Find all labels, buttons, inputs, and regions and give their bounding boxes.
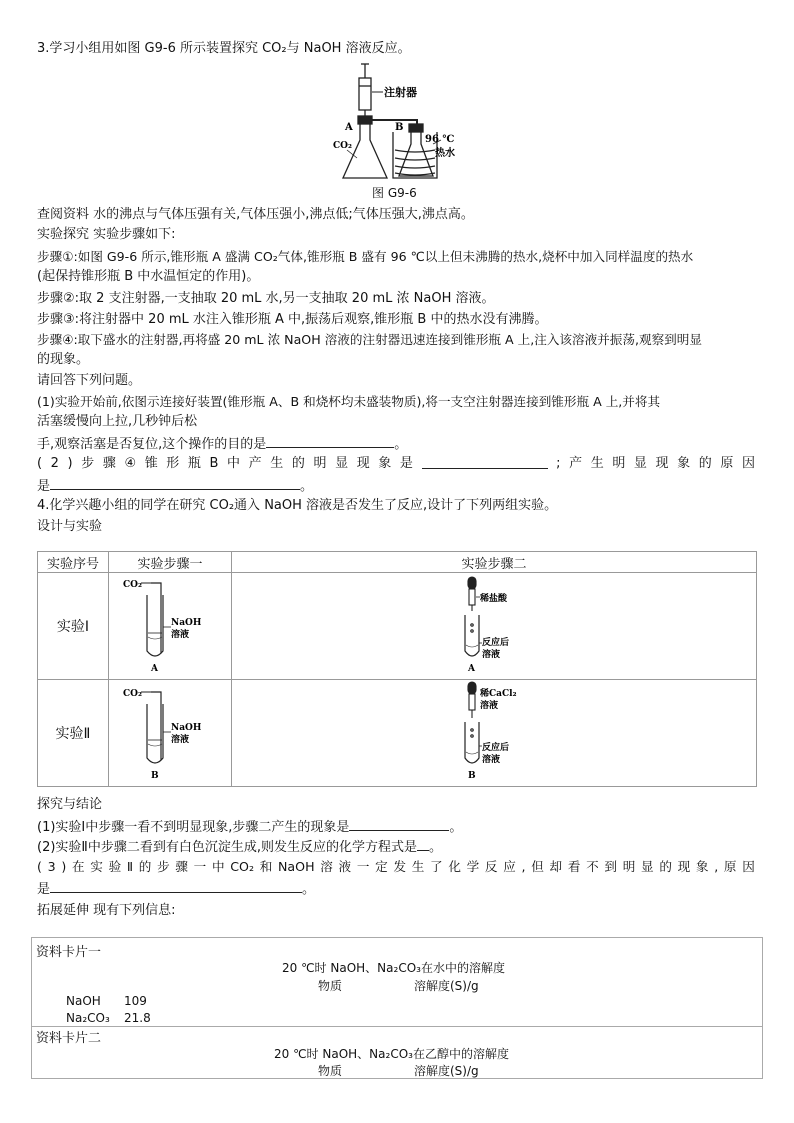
- co2-label: CO₂: [123, 689, 142, 699]
- q2-part: 显: [335, 456, 349, 471]
- row-label-exp1: 实验Ⅰ: [38, 573, 109, 680]
- co2-label: CO₂: [333, 141, 352, 151]
- c3-part: 的: [138, 859, 152, 874]
- row-label-exp2: 实验Ⅱ: [38, 680, 109, 787]
- q3-q2-reason-blank[interactable]: [50, 476, 300, 490]
- c3-part: 步: [157, 859, 170, 874]
- c3-part: 中: [211, 859, 225, 874]
- card1-row-value: 21.8: [124, 1011, 151, 1025]
- exp1-step1-cell: [109, 573, 232, 680]
- q2-part: 明: [612, 456, 626, 471]
- q2-part: 显: [633, 456, 647, 471]
- c3-part: 但: [531, 859, 544, 874]
- c3-part: 在: [71, 859, 85, 874]
- q2-part: 因: [741, 456, 755, 471]
- tube-label: B: [151, 771, 159, 781]
- c3-part: 3: [47, 859, 56, 874]
- extend-title: 拓展延伸 现有下列信息:: [37, 903, 176, 918]
- c3-part: 生: [411, 859, 425, 874]
- q2-part: 生: [590, 456, 604, 471]
- q3-line-5: 步骤③:将注射器中 20 mL 水注入锥形瓶 A 中,振荡后观察,锥形瓶 B 中的热水没有沸腾。: [37, 312, 548, 327]
- card2-title: 资料卡片二: [36, 1031, 102, 1046]
- q3-line-1: 实验探究 实验步骤如下:: [37, 227, 176, 242]
- c3-part: 看: [567, 859, 581, 874]
- c1-end: 。: [449, 820, 463, 835]
- q4-intro: 4.化学兴趣小组的同学在研究 CO₂通入 NaOH 溶液是否发生了反应,设计了下列两组实验。: [37, 498, 558, 513]
- q3-q1-line: [37, 434, 407, 454]
- q3-q1-end: 。: [394, 437, 408, 452]
- conclusion-title: 探究与结论: [37, 797, 103, 812]
- c3-part: 了: [430, 859, 443, 874]
- q3-q1-text: 手,观察活塞是否复位,这个操作的目的是: [37, 437, 267, 452]
- q2-part: (: [37, 456, 43, 471]
- card1-row-value: 109: [124, 994, 147, 1008]
- q2-part: B: [209, 456, 219, 471]
- c3-part: 学: [466, 859, 480, 874]
- c3-part: 发: [393, 859, 407, 874]
- co2-label: CO₂: [123, 580, 142, 590]
- c3-part: 一: [193, 859, 207, 874]
- temp-label: 96 ℃: [425, 134, 455, 145]
- c3-part: 应: [503, 859, 516, 874]
- q3-q2-end-line: [37, 476, 313, 496]
- c3-part: ): [61, 859, 67, 874]
- c3-part: CO₂: [230, 859, 255, 874]
- c3-end-suffix: 。: [302, 882, 316, 897]
- c2-answer-blank[interactable]: [417, 837, 429, 851]
- q2-part: ;: [556, 456, 561, 471]
- solution-label: 溶液: [480, 701, 499, 711]
- exp2-step2-figure: [232, 680, 752, 782]
- c3-line: [37, 858, 755, 876]
- after-reaction-label: 反应后: [482, 638, 510, 648]
- exp1-step2-cell: [232, 573, 757, 680]
- q4-design-title: 设计与实验: [37, 519, 103, 534]
- test-tube: [465, 722, 479, 763]
- c3-answer-blank[interactable]: [50, 879, 302, 893]
- q2-part: 象: [677, 456, 691, 471]
- tube-label: A: [468, 664, 475, 674]
- exp1-step2-figure: [232, 573, 752, 675]
- c2-end: 。: [428, 840, 442, 855]
- c3-part: 溶: [320, 859, 333, 874]
- card2-col-substance: 物质: [318, 1064, 343, 1078]
- c3-part: (: [37, 859, 42, 874]
- q2-end-prefix: 是: [37, 479, 51, 494]
- c3-part: NaOH: [278, 859, 315, 874]
- c3-part: 因: [742, 859, 755, 874]
- after-reaction-label: 反应后: [482, 743, 510, 753]
- card1-row-name: Na₂CO₃: [66, 1011, 110, 1025]
- syringe-label: 注射器: [384, 86, 417, 99]
- c1-text: (1)实验Ⅰ中步骤一看不到明显现象,步骤二产生的现象是: [37, 820, 350, 835]
- q3-line-8: 请回答下列问题。: [37, 373, 142, 388]
- q2-part: 瓶: [187, 456, 201, 471]
- card1-heading: 20 ℃时 NaOH、Na₂CO₃在水中的溶解度: [282, 961, 505, 975]
- experiment-table: [37, 551, 757, 787]
- exp2-step2-cell: [232, 680, 757, 787]
- c3-end-prefix: 是: [37, 882, 51, 897]
- c3-part: 明: [622, 859, 636, 874]
- c3-part: 的: [659, 859, 672, 874]
- c3-part: 却: [549, 859, 563, 874]
- q3-line-10: 活塞缓慢向上拉,几秒钟后松: [37, 414, 198, 429]
- flask-b-label: B: [395, 122, 404, 133]
- c3-part: ,: [521, 859, 526, 874]
- q2-part: 产: [248, 456, 262, 471]
- c3-part: 骤: [175, 859, 188, 874]
- figure-caption: 图 G9-6: [372, 186, 417, 200]
- c3-part: 到: [604, 859, 618, 874]
- q3-q2-answer-blank[interactable]: [422, 455, 548, 469]
- card1-col-substance: 物质: [318, 979, 343, 993]
- flask-a-label: A: [345, 122, 353, 133]
- q2-part: 骤: [102, 456, 116, 471]
- dropper: [468, 682, 476, 718]
- card2-col-solubility: 溶解度(S)/g: [414, 1064, 479, 1078]
- q3-q1-answer-blank[interactable]: [266, 434, 394, 448]
- c3-part: 验: [108, 859, 122, 874]
- data-card-1: [31, 937, 763, 1027]
- solution-label: 溶液: [171, 735, 190, 745]
- data-card-2: [31, 1025, 763, 1079]
- card1-col-solubility: 溶解度(S)/g: [414, 979, 479, 993]
- c3-end-line: [37, 879, 315, 899]
- q3-intro: 3.学习小组用如图 G9-6 所示装置探究 CO₂与 NaOH 溶液反应。: [37, 41, 411, 56]
- card1-title: 资料卡片一: [36, 945, 102, 960]
- c3-part: 实: [90, 859, 103, 874]
- q2-part: 象: [378, 456, 392, 471]
- q3-line-2: 步骤①:如图 G9-6 所示,锥形瓶 A 盛满 CO₂气体,锥形瓶 B 盛有 96 ℃以上但未沸腾的热水,烧杯中加入同样温度的热水: [37, 249, 694, 264]
- q3-line-9: (1)实验开始前,依图示连接好装置(锥形瓶 A、B 和烧杯均未盛装物质),将一支空注射器连接到锥形瓶 A 上,并将其: [37, 394, 661, 409]
- q2-part: 的: [698, 456, 712, 471]
- c1-line: [37, 817, 462, 837]
- c3-part: 和: [259, 859, 273, 874]
- c3-part: 液: [338, 859, 352, 874]
- q2-part: 现: [655, 456, 669, 471]
- q3-line-3: (起保持锥形瓶 B 中水温恒定的作用)。: [37, 269, 260, 284]
- q2-part: 生: [270, 456, 284, 471]
- q2-part: 原: [720, 456, 734, 471]
- q2-part: 现: [356, 456, 370, 471]
- q3-line-6: 步骤④:取下盛水的注射器,再将盛 20 mL 浓 NaOH 溶液的注射器迅速连接到锥形瓶 A 上,注入该溶液并振荡,观察到明显: [37, 332, 702, 347]
- c3-part: 化: [448, 859, 461, 874]
- q2-part: 明: [313, 456, 327, 471]
- q3-line-4: 步骤②:取 2 支注射器,一支抽取 20 mL 水,另一支抽取 20 mL 浓 NaOH 溶液。: [37, 291, 495, 306]
- naoh-label: NaOH: [171, 618, 202, 628]
- c3-part: 象: [695, 859, 709, 874]
- q3-line-0: 查阅资料 水的沸点与气体压强有关,气体压强小,沸点低;气体压强大,沸点高。: [37, 207, 474, 222]
- table-header: 实验步骤二: [232, 552, 757, 573]
- c3-part: Ⅱ: [126, 859, 134, 874]
- naoh-label: NaOH: [171, 723, 202, 733]
- q2-part: 产: [569, 456, 583, 471]
- q2-part: 形: [166, 456, 180, 471]
- reagent-label: 稀CaCl₂: [480, 689, 517, 699]
- c3-part: ,: [714, 859, 719, 874]
- c3-part: 现: [677, 859, 691, 874]
- c3-part: 不: [586, 859, 599, 874]
- exp2-step1-cell: [109, 680, 232, 787]
- syringe: [359, 64, 371, 116]
- c3-part: 定: [375, 859, 388, 874]
- dropper: [468, 577, 476, 611]
- solution-label: 溶液: [171, 630, 190, 640]
- c3-part: 反: [484, 859, 498, 874]
- exp2-step1-figure: [109, 680, 231, 782]
- q2-part: 锥: [144, 456, 158, 471]
- water-label: 热水: [435, 148, 455, 159]
- q2-part: ④: [124, 456, 137, 471]
- c2-text: (2)实验Ⅱ中步骤二看到有白色沉淀生成,则发生反应的化学方程式是: [37, 840, 417, 855]
- reagent-label: 稀盐酸: [480, 594, 508, 604]
- q2-part: ): [67, 456, 73, 471]
- q2-part: 的: [291, 456, 305, 471]
- c3-part: 原: [723, 859, 737, 874]
- card1-row-name: NaOH: [66, 994, 101, 1008]
- q2-end-suffix: 。: [300, 479, 314, 494]
- c2-line: [37, 837, 442, 857]
- c1-answer-blank[interactable]: [349, 817, 449, 831]
- c3-part: 显: [641, 859, 654, 874]
- exp1-step1-figure: [109, 573, 231, 675]
- q2-part: 是: [399, 456, 413, 471]
- solution-label: 溶液: [482, 755, 501, 765]
- q3-line-7: 的现象。: [37, 352, 90, 367]
- q2-part: 2: [50, 456, 59, 471]
- test-tube: [465, 615, 479, 656]
- figure-g9-6: [325, 60, 465, 200]
- q2-part: 步: [81, 456, 95, 471]
- solution-label: 溶液: [482, 650, 501, 660]
- q2-part: 中: [227, 456, 241, 471]
- table-header: 实验步骤一: [109, 552, 232, 573]
- card2-heading: 20 ℃时 NaOH、Na₂CO₃在乙醇中的溶解度: [274, 1047, 509, 1061]
- q3-q2-line: [37, 455, 755, 473]
- tube-label: A: [151, 664, 158, 674]
- tube-label: B: [468, 771, 476, 781]
- c3-part: 一: [356, 859, 370, 874]
- table-header: 实验序号: [38, 552, 109, 573]
